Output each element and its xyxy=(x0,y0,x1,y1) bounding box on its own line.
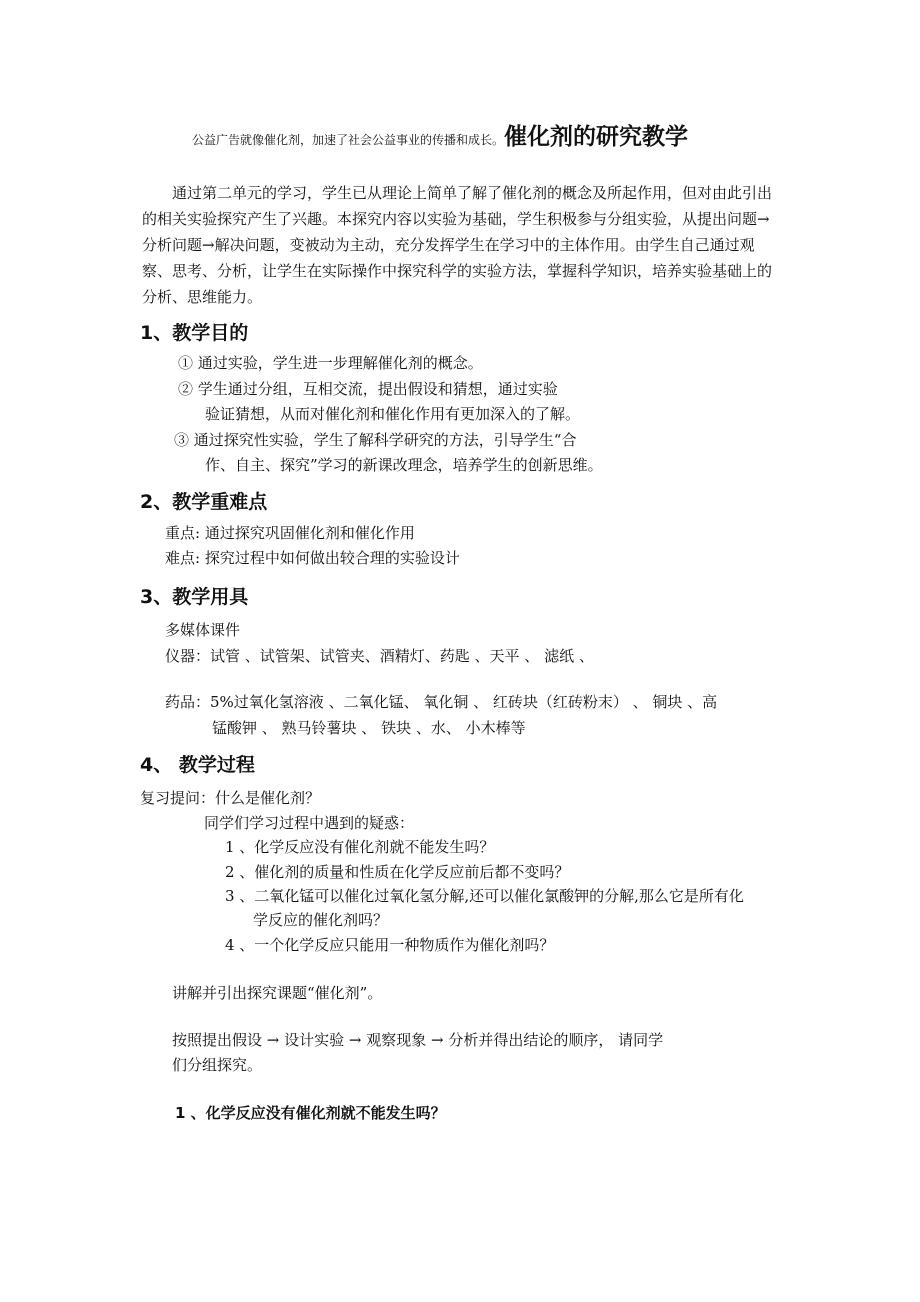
objective-item-1: ① 通过实验，学生进一步理解催化剂的概念。 xyxy=(178,354,483,372)
reagents-list: 药品：5%过氧化氢溶液 、二氧化锰、 氧化铜 、 红砖块（红砖粉末） 、 铜块 、高 xyxy=(165,693,718,711)
question-3: 3 、二氧化锰可以催化过氧化氢分解,还可以催化氯酸钾的分解,那么它是所有化 xyxy=(225,887,744,905)
objective-item-3: ③ 通过探究性实验，学生了解科学研究的方法，引导学生“合 xyxy=(174,431,577,449)
media-tools: 多媒体课件 xyxy=(165,621,241,639)
inquiry-subheading: 1 、化学反应没有催化剂就不能发生吗？ xyxy=(175,1104,446,1122)
inquiry-steps-cont: 们分组探究。 xyxy=(172,1056,263,1074)
instruments-list: 仪器：试管 、试管架、试管夹、酒精灯、药匙 、天平 、 滤纸 、 xyxy=(165,647,594,665)
topic-intro: 讲解并引出探究课题“催化剂”。 xyxy=(172,984,383,1002)
question-2: 2 、催化剂的质量和性质在化学反应前后都不变吗？ xyxy=(225,863,570,881)
question-4: 4 、一个化学反应只能用一种物质作为催化剂吗？ xyxy=(225,936,555,954)
section-3-heading: 3、教学用具 xyxy=(140,586,249,608)
review-question: 复习提问：什么是催化剂？ xyxy=(140,789,321,807)
question-3-cont: 学反应的催化剂吗？ xyxy=(253,911,389,929)
page-title: 催化剂的研究教学 xyxy=(504,124,689,150)
intro-paragraph: 通过第二单元的学习，学生已从理论上简单了解了催化剂的概念及所起作用，但对由此引出的相关实验探究产生了兴趣。本探究内容以实验为基础，学生积极参与分组实验，从提出问题→分析问题→解决问题，变被动为主动，充分发挥学生在学习中的主体作用。由学生自己通过观察、思考、分析，让学生在实际操作中探究科学的实验方法，掌握科学知识，培养实验基础上的分析、思维能力。 xyxy=(142,184,773,306)
key-point: 重点: 通过探究巩固催化剂和催化作用 xyxy=(165,524,415,542)
doubts-intro: 同学们学习过程中遇到的疑惑： xyxy=(204,814,415,832)
objective-item-2-cont: 验证猜想，从而对催化剂和催化作用有更加深入的了解。 xyxy=(205,405,581,423)
section-1-heading: 1、教学目的 xyxy=(140,322,249,344)
title-prefix: 公益广告就像催化剂，加速了社会公益事业的传播和成长。 xyxy=(192,133,505,147)
title-row xyxy=(192,118,688,151)
inquiry-steps: 按照提出假设 → 设计实验 → 观察现象 → 分析并得出结论的顺序， 请同学 xyxy=(172,1031,664,1049)
difficult-point: 难点: 探究过程中如何做出较合理的实验设计 xyxy=(165,549,460,567)
reagents-list-cont: 锰酸钾 、 熟马铃薯块 、 铁块 、水、 小木棒等 xyxy=(212,719,526,737)
question-1: 1 、化学反应没有催化剂就不能发生吗？ xyxy=(225,838,495,856)
section-4-heading: 4、 教学过程 xyxy=(140,754,255,776)
objective-item-3-cont: 作、自主、探究”学习的新课改理念，培养学生的创新思维。 xyxy=(205,456,603,474)
objective-item-2: ② 学生通过分组，互相交流，提出假设和猜想，通过实验 xyxy=(178,380,558,398)
section-2-heading: 2、教学重难点 xyxy=(140,491,268,513)
